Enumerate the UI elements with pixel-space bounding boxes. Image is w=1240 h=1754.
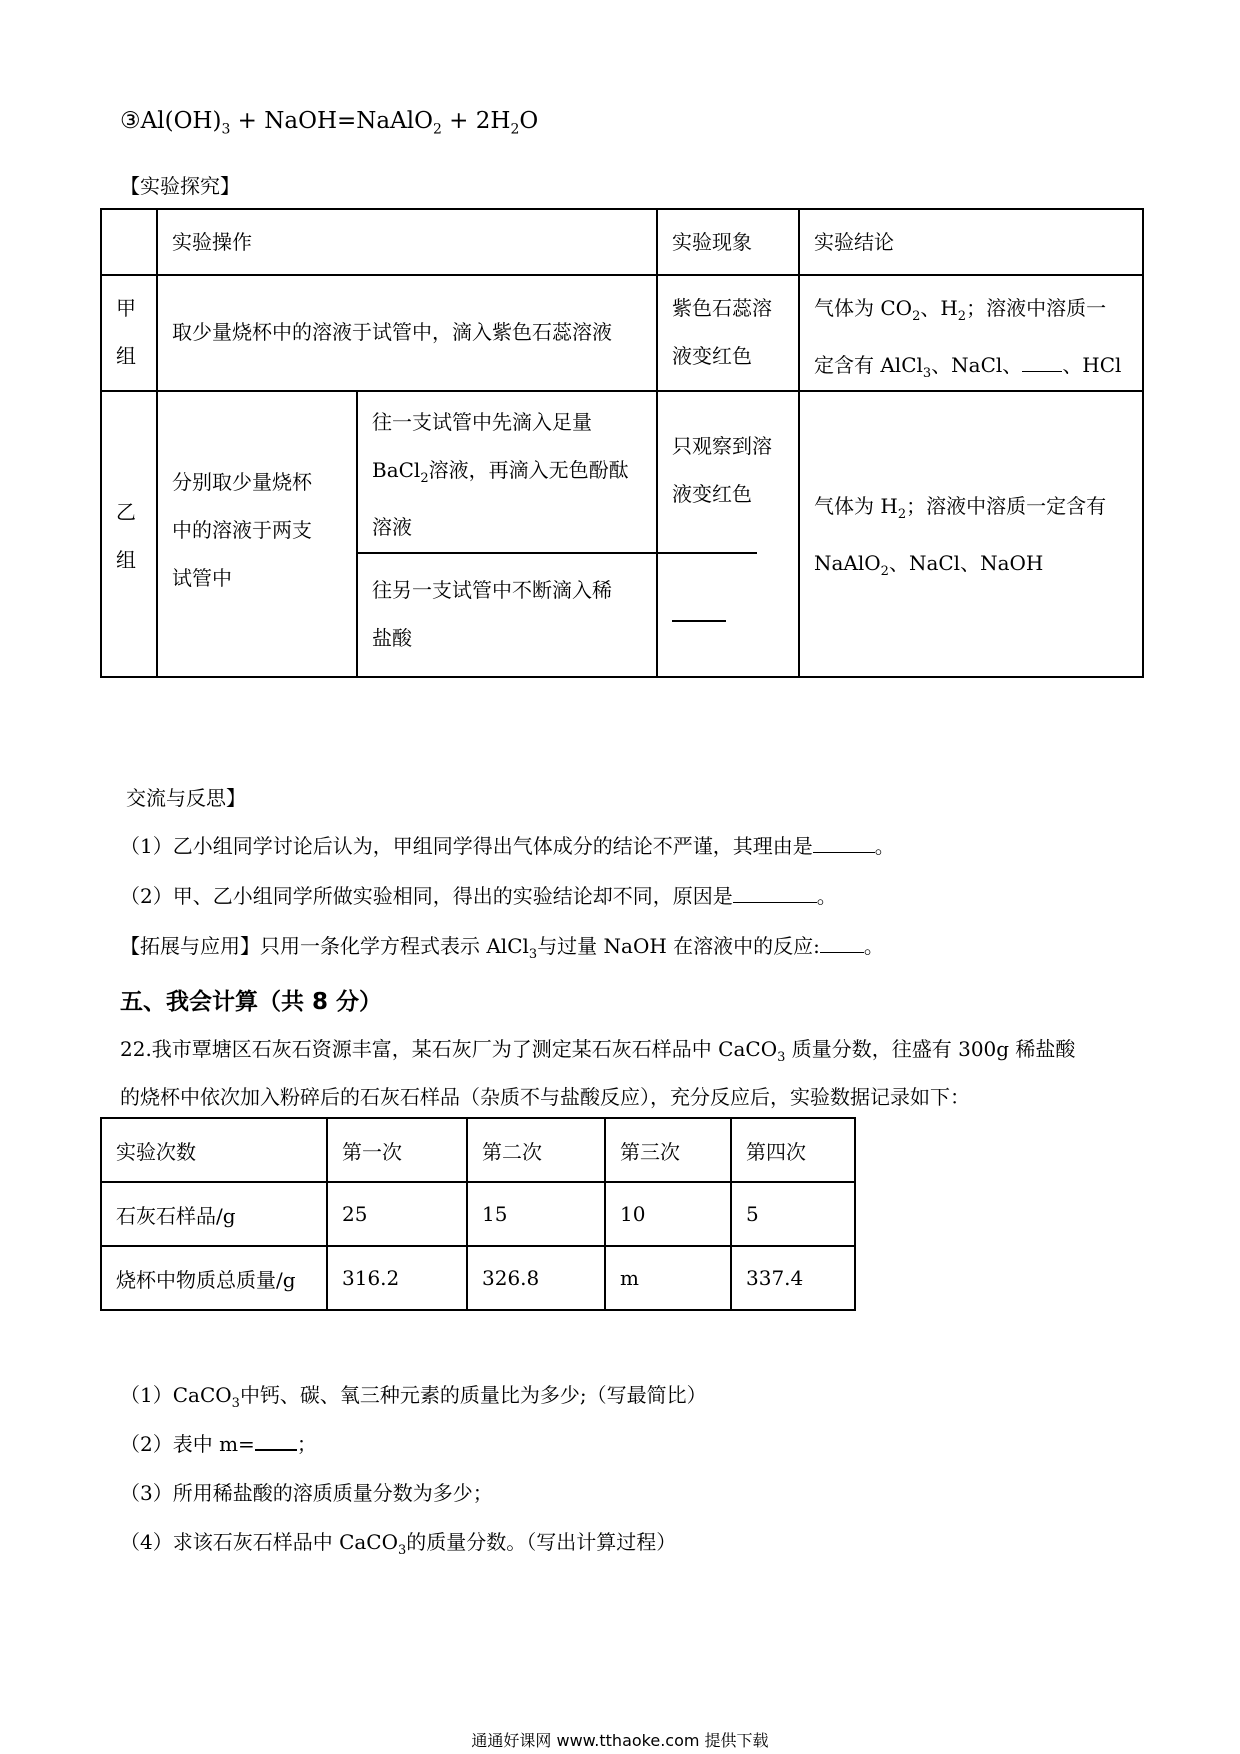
answer-blank bbox=[255, 1431, 297, 1451]
group-a-operation: 取少量烧杯中的溶液于试管中，滴入紫色石蕊溶液 bbox=[172, 320, 612, 344]
table-cell: 第四次 bbox=[731, 1118, 855, 1182]
table-cell: 烧杯中物质总质量/g bbox=[101, 1246, 327, 1310]
table-cell: 石灰石样品/g bbox=[101, 1182, 327, 1246]
table-row bbox=[101, 1182, 855, 1246]
section-title: 五、我会计算（共 8 分） bbox=[120, 989, 383, 1015]
header-operation: 实验操作 bbox=[172, 230, 252, 254]
table-row bbox=[101, 1118, 855, 1182]
table-cell: 25 bbox=[327, 1182, 467, 1246]
reflection-q2: （2）甲、乙小组同学所做实验相同，得出的实验结论却不同，原因是 。 bbox=[120, 884, 837, 908]
table-row bbox=[101, 1246, 855, 1310]
answer-blank bbox=[733, 884, 817, 903]
table-cell: 实验次数 bbox=[101, 1118, 327, 1182]
question-1: （1）CaCO$_3$中钙、碳、氧三种元素的质量比为多少;（写最简比） bbox=[120, 1383, 707, 1411]
table-cell: 326.8 bbox=[467, 1246, 605, 1310]
reflection-heading: 交流与反思】 bbox=[126, 786, 246, 810]
header-phenomenon: 实验现象 bbox=[672, 230, 752, 254]
group-a-conclusion: 气体为 $CO_2$、$H_2$；溶液中溶质一 定含有 AlCl$_3$、NaCl、 、HCl bbox=[814, 296, 1122, 381]
table-cell: 第三次 bbox=[605, 1118, 731, 1182]
question-3: （3）所用稀盐酸的溶质质量分数为多少； bbox=[120, 1481, 493, 1505]
answer-blank bbox=[820, 934, 864, 953]
table-cell: 第二次 bbox=[467, 1118, 605, 1182]
table-cell: 5 bbox=[731, 1182, 855, 1246]
table-cell: 第一次 bbox=[327, 1118, 467, 1182]
table-cell: m bbox=[605, 1246, 731, 1310]
question-4: （4）求该石灰石样品中 CaCO$_3$的质量分数。（写出计算过程） bbox=[120, 1530, 677, 1558]
problem-22-line1: 22.我市覃塘区石灰石资源丰富，某石灰厂为了测定某石灰石样品中 CaCO$_3$ 质量分数，往盛有 300g 稀盐酸 bbox=[120, 1037, 1076, 1065]
group-b-phenomenon: 只观察到溶 液变红色 bbox=[672, 434, 772, 506]
problem-22-line2: 的烧杯中依次加入粉碎后的石灰石样品（杂质不与盐酸反应），充分反应后，实验数据记录如下： bbox=[120, 1085, 970, 1109]
formula-line: $③Al(OH)_3$ + NaOH=NaAlO$_2$ + $2H_2O$ bbox=[120, 108, 539, 138]
table-cell: 10 bbox=[605, 1182, 731, 1246]
circled-number-3: ③ bbox=[120, 108, 141, 134]
group-b-label: 乙 组 bbox=[116, 500, 136, 572]
header-conclusion: 实验结论 bbox=[814, 230, 894, 254]
group-b-operation: 分别取少量烧杯 中的溶液于两支 试管中 bbox=[172, 470, 312, 590]
table-cell: 337.4 bbox=[731, 1246, 855, 1310]
experiment-heading: 【实验探究】 bbox=[120, 174, 240, 198]
table-cell: 316.2 bbox=[327, 1246, 467, 1310]
data-table bbox=[100, 1117, 856, 1311]
answer-blank bbox=[813, 834, 875, 853]
group-a-label: 甲 组 bbox=[116, 296, 136, 368]
answer-blank bbox=[1022, 353, 1062, 372]
extension-application: 【拓展与应用】只用一条化学方程式表示 AlCl$_3$与过量 NaOH 在溶液中的反应: 。 bbox=[120, 934, 884, 962]
group-b-conclusion: 气体为 $H_2$；溶液中溶质一定含有 NaAlO$_2$、NaCl、NaOH bbox=[814, 494, 1107, 579]
answer-blank bbox=[672, 620, 726, 622]
group-b-sub-operation-1: 往一支试管中先滴入足量 BaCl$_2$溶液，再滴入无色酚酞 溶液 bbox=[372, 410, 629, 539]
table-cell: 15 bbox=[467, 1182, 605, 1246]
group-a-phenomenon: 紫色石蕊溶 液变红色 bbox=[672, 296, 772, 368]
group-b-sub-operation-2: 往另一支试管中不断滴入稀 盐酸 bbox=[372, 578, 612, 650]
reflection-q1: （1）乙小组同学讨论后认为，甲组同学得出气体成分的结论不严谨，其理由是 。 bbox=[120, 834, 895, 858]
experiment-table bbox=[100, 208, 1144, 678]
question-2: （2）表中 m= ； bbox=[120, 1432, 317, 1456]
footer-watermark: 通通好课网 www.tthaoke.com 提供下载 bbox=[471, 1731, 769, 1750]
